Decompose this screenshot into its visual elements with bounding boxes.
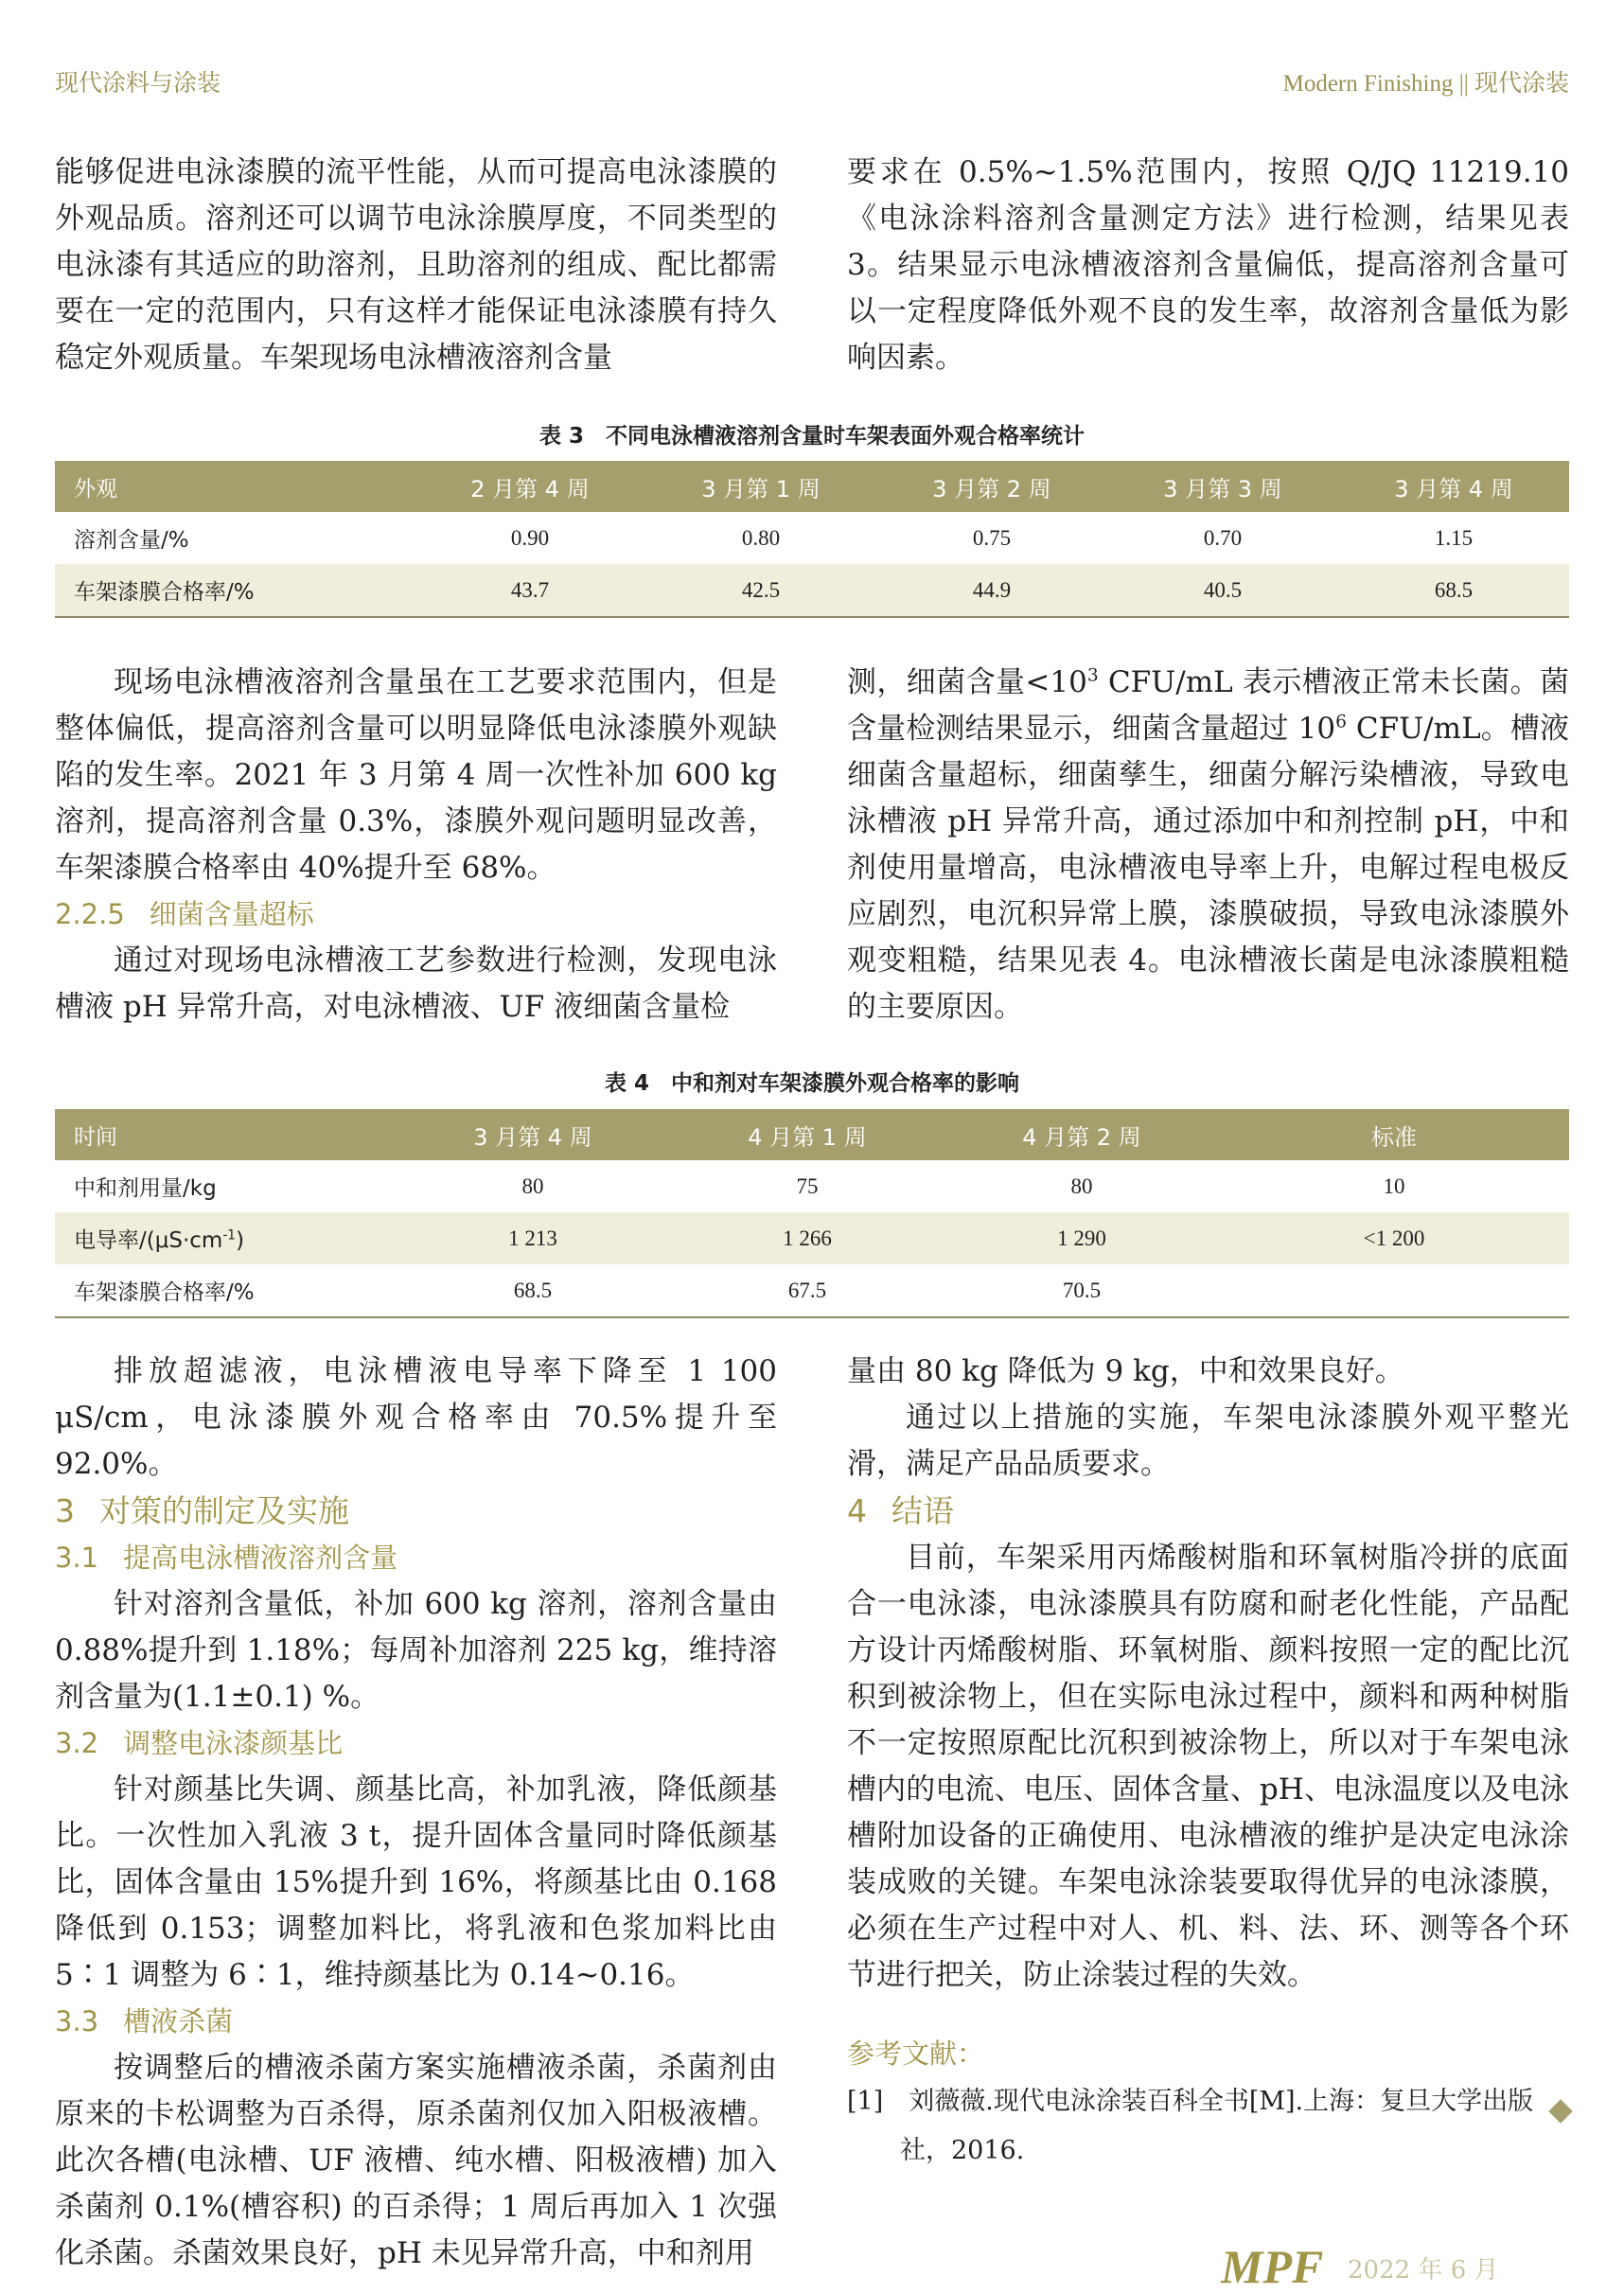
- table-row: [55, 1212, 1569, 1264]
- section-number: 3.1: [55, 1542, 99, 1574]
- table-header-cell: 3 月第 3 周: [1107, 461, 1338, 512]
- table-cell: 0.75: [972, 525, 1012, 550]
- section-heading-2-2-5: [55, 891, 777, 938]
- table-header-cell: 3 月第 4 周: [1338, 461, 1569, 512]
- table-header-cell: 3 月第 4 周: [396, 1109, 670, 1160]
- table-row: [55, 564, 1569, 617]
- table-cell: 1.15: [1434, 525, 1474, 550]
- table-cell: 车架漆膜合格率/%: [74, 1280, 255, 1305]
- text-block-2: [55, 660, 1569, 1031]
- table-cell: 40.5: [1107, 564, 1338, 617]
- text-run: 电导率/(μS·cm: [74, 1228, 223, 1253]
- table-cell: 0.80: [741, 525, 781, 550]
- table-cell: 1 290: [944, 1212, 1219, 1264]
- text-run: ): [236, 1228, 245, 1253]
- table-header-cell: 3 月第 2 周: [876, 461, 1107, 512]
- paragraph: 按调整后的槽液杀菌方案实施槽液杀菌，杀菌剂由原来的卡松调整为百杀得，原杀菌剂仅加入阳极液槽。此次各槽(电泳槽、UF 液槽、纯水槽、阳极液槽) 加入杀菌剂 0.1%(槽容积) 的百杀得；1 周后再加入 1 次强化杀菌。杀菌效果良好，pH 未见异常升高，中和剂用: [55, 2051, 777, 2270]
- paragraph: [847, 660, 1569, 1031]
- table-3-caption: 表 3 不同电泳槽液溶剂含量时车架表面外观合格率统计: [538, 424, 1085, 449]
- issue-date: 2022 年 6 月: [1348, 2256, 1499, 2284]
- table-header-cell: 4 月第 1 周: [670, 1109, 944, 1160]
- journal-name-header-english: Modern Finishing || 现代涂装: [1282, 71, 1569, 97]
- table-header-cell: 时间: [55, 1109, 396, 1160]
- paragraph: 能够促进电泳漆膜的流平性能，从而可提高电泳漆膜的外观品质。溶剂还可以调节电泳涂膜厚度，不同类型的电泳漆有其适应的助溶剂，且助溶剂的组成、配比都需要在一定的范围内，只有这样才能保证电泳漆膜有持久稳定外观质量。车架现场电泳槽液溶剂含量: [55, 155, 777, 375]
- table-cell: 1 266: [670, 1212, 944, 1264]
- table-cell: 1 213: [396, 1212, 670, 1264]
- section-heading-3: [55, 1488, 777, 1535]
- paragraph: 量由 80 kg 降低为 9 kg，中和效果良好。: [847, 1354, 1404, 1388]
- text-run: 测，细菌含量<10: [847, 665, 1087, 699]
- superscript: -1: [222, 1227, 237, 1244]
- superscript: 6: [1335, 712, 1347, 732]
- references-heading: 参考文献：: [847, 2037, 985, 2070]
- paragraph: 现场电泳槽液溶剂含量虽在工艺要求范围内，但是整体偏低，提高溶剂含量可以明显降低电泳漆膜外观缺陷的发生率。2021 年 3 月第 4 周一次性补加 600 kg 溶剂，提高溶剂含量 0.3%，漆膜外观问题明显改善，车架漆膜合格率由 40%提升至 68%。: [55, 665, 777, 885]
- superscript: 3: [1086, 665, 1099, 686]
- section-heading-3-3: [55, 1999, 777, 2045]
- table-header-cell: 标准: [1219, 1109, 1569, 1160]
- paragraph: 针对颜基比失调、颜基比高，补加乳液，降低颜基比。一次性加入乳液 3 t，提升固体含量同时降低颜基比，固体含量由 15%提升到 16%，将颜基比由 0.168 降低到 0.153；调整加料比，将乳液和色浆加料比由 5∶1 调整为 6∶1，维持颜基比为 0.14~0.16。: [55, 1773, 777, 1992]
- text-block-1: [55, 150, 1569, 381]
- section-number: 3.3: [55, 2005, 99, 2037]
- table-cell: [1219, 1264, 1569, 1317]
- table-cell: 0.70: [1203, 525, 1243, 550]
- reference-item: [1] 刘薇薇.现代电泳涂装百科全书[M].上海：复旦大学出版社，2016.: [847, 2087, 1534, 2165]
- table-cell: 70.5: [1062, 1278, 1102, 1302]
- table-header-row: [55, 1109, 1569, 1160]
- text-block-3: [55, 1349, 1569, 2277]
- table-cell: 溶剂含量/%: [74, 528, 189, 553]
- section-heading-4: [847, 1488, 1569, 1535]
- section-number: 3.2: [55, 1727, 99, 1759]
- section-title: 调整电泳漆颜基比: [123, 1727, 344, 1759]
- section-title: 细菌含量超标: [149, 898, 314, 930]
- table-row: [55, 1264, 1569, 1317]
- table-cell: 68.5: [1338, 564, 1569, 617]
- table-row: [55, 1160, 1569, 1212]
- paragraph: 排放超滤液，电泳槽液电导率下降至 1 100 μS/cm，电泳漆膜外观合格率由 70.5%提升至 92.0%。: [55, 1354, 777, 1481]
- table-4-caption: 表 4 中和剂对车架漆膜外观合格率的影响: [604, 1071, 1019, 1096]
- table-header-cell: 4 月第 2 周: [944, 1109, 1219, 1160]
- journal-logo: MPF: [1221, 2240, 1324, 2293]
- paragraph: 针对溶剂含量低，补加 600 kg 溶剂，溶剂含量由 0.88%提升到 1.18%；每周补加溶剂 225 kg，维持溶剂含量为(1.1±0.1) %。: [55, 1587, 777, 1714]
- table-cell: 67.5: [787, 1278, 827, 1302]
- section-title: 对策的制定及实施: [99, 1492, 349, 1529]
- table-4: [55, 1109, 1569, 1318]
- table-cell: 80: [1070, 1173, 1093, 1198]
- journal-name-header: 现代涂料与涂装: [55, 69, 221, 97]
- text-run: CFU/mL。槽液细菌含量超标，细菌孳生，细菌分解污染槽液，导致电泳槽液 pH 异常升高，通过添加中和剂控制 pH，中和剂使用量增高，电泳槽液电导率上升，电解过程电极反应剧烈，电沉积异常上膜，漆膜破损，导致电泳漆膜外观变粗糙，结果见表 4。电泳槽液长菌是电泳漆膜粗糙的主要原因。: [847, 712, 1569, 1024]
- table-header-row: [55, 461, 1569, 512]
- section-number: 4: [847, 1492, 867, 1529]
- table-row: [55, 512, 1569, 564]
- table-header-cell: 外观: [55, 461, 415, 512]
- table-cell: 80: [521, 1173, 544, 1198]
- section-title: 提高电泳槽液溶剂含量: [123, 1542, 398, 1574]
- text-run: CFU/mL 表示槽液正常未长菌。菌含量检测结果显示，细菌含量超过 10: [847, 665, 1569, 746]
- table-header-cell: 2 月第 4 周: [415, 461, 645, 512]
- table-cell: 0.90: [510, 525, 550, 550]
- table-cell: 68.5: [513, 1278, 553, 1302]
- table-cell: 44.9: [876, 564, 1107, 617]
- section-title: 结语: [891, 1492, 954, 1529]
- paragraph: 要求在 0.5%~1.5%范围内，按照 Q/JQ 11219.10《电泳涂料溶剂含量测定方法》进行检测，结果见表 3。结果显示电泳槽液溶剂含量偏低，提高溶剂含量可以一定程度降低外观不良的发生率，故溶剂含量低为影响因素。: [847, 155, 1569, 375]
- section-number: 3: [55, 1492, 75, 1529]
- table-cell: 10: [1383, 1173, 1405, 1198]
- table-header-cell: 3 月第 1 周: [645, 461, 876, 512]
- table-cell: 中和剂用量/kg: [74, 1176, 217, 1201]
- table-cell: 42.5: [645, 564, 876, 617]
- table-cell: 车架漆膜合格率/%: [55, 564, 415, 617]
- paragraph: 通过以上措施的实施，车架电泳漆膜外观平整光滑，满足产品品质要求。: [847, 1401, 1569, 1481]
- paragraph: 目前，车架采用丙烯酸树脂和环氧树脂冷拼的底面合一电泳漆，电泳漆膜具有防腐和耐老化性能，产品配方设计丙烯酸树脂、环氧树脂、颜料按照一定的配比沉积到被涂物上，但在实际电泳过程中，颜料和两种树脂不一定按照原配比沉积到被涂物上，所以对于车架电泳槽内的电流、电压、固体含量、pH、电泳温度以及电泳槽附加设备的正确使用、电泳槽液的维护是决定电泳涂装成败的关键。车架电泳涂装要取得优异的电泳漆膜，必须在生产过程中对人、机、料、法、环、测等各个环节进行把关，防止涂装过程的失效。: [847, 1541, 1569, 1992]
- table-cell: 75: [796, 1173, 819, 1198]
- table-3: [55, 461, 1569, 618]
- table-cell: <1 200: [1219, 1212, 1569, 1264]
- section-number: 2.2.5: [55, 898, 125, 930]
- table-cell: 43.7: [415, 564, 645, 617]
- table-cell: [55, 1212, 396, 1264]
- section-title: 槽液杀菌: [123, 2005, 234, 2037]
- section-heading-3-1: [55, 1535, 777, 1581]
- paragraph: 通过对现场电泳槽液工艺参数进行检测，发现电泳槽液 pH 异常升高，对电泳槽液、UF 液细菌含量检: [55, 944, 777, 1024]
- section-heading-3-2: [55, 1720, 777, 1767]
